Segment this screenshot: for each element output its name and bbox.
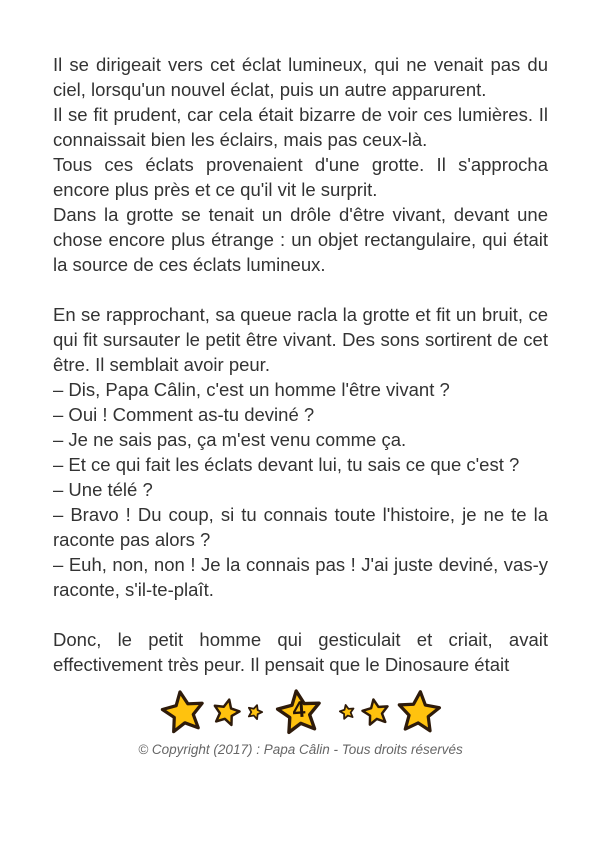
dialogue-line: – Je ne sais pas, ça m'est venu comme ça. bbox=[53, 429, 407, 450]
dialogue-line: – Et ce qui fait les éclats devant lui, tu sais ce que c'est ? bbox=[53, 454, 520, 475]
star-icon bbox=[209, 695, 243, 728]
story-paragraph: En se rapprochant, sa queue racla la grotte et fit un bruit, ce qui fit sursauter le petit être vivant. Des sons sortirent de cet être. Il semblait avoir peur. bbox=[53, 304, 548, 375]
story-text bbox=[53, 52, 548, 677]
star-icon bbox=[245, 701, 265, 720]
star-icon bbox=[394, 687, 443, 734]
story-paragraph: Il se dirigeait vers cet éclat lumineux, qui ne venait pas du ciel, lorsqu'un nouvel éclat, puis un autre apparurent. bbox=[53, 54, 548, 100]
dialogue-block bbox=[53, 377, 548, 602]
story-paragraph: Il se fit prudent, car cela était bizarre de voir ces lumières. Il connaissait bien les éclairs, mais pas ceux-là. bbox=[53, 104, 548, 150]
story-paragraph-group bbox=[53, 152, 548, 277]
dialogue-line: – Euh, non, non ! Je la connais pas ! J'ai juste deviné, vas-y raconte, s'il-te-plaît. bbox=[53, 554, 548, 600]
dialogue-line: – Une télé ? bbox=[53, 479, 153, 500]
story-paragraph: Dans la grotte se tenait un drôle d'être vivant, devant une chose encore plus étrange : un objet rectangulaire, qui était la source de ces éclats lumineux. bbox=[53, 204, 548, 275]
copyright-text: © Copyright (2017) : Papa Câlin - Tous droits réservés bbox=[138, 742, 463, 757]
star-icon bbox=[156, 686, 208, 737]
copyright-footer bbox=[53, 742, 548, 757]
dialogue-line: – Oui ! Comment as-tu deviné ? bbox=[53, 404, 315, 425]
dialogue-line: – Bravo ! Du coup, si tu connais toute l'histoire, je ne te la raconte pas alors ? bbox=[53, 504, 548, 550]
story-paragraph: Tous ces éclats provenaient d'une grotte. Il s'approcha encore plus près et ce qu'il vit le surprit. bbox=[53, 154, 548, 200]
star-icon bbox=[337, 702, 356, 720]
page-number: 4 bbox=[290, 695, 306, 723]
page-number-stars bbox=[53, 687, 548, 735]
dialogue-line: – Dis, Papa Câlin, c'est un homme l'être vivant ? bbox=[53, 379, 450, 400]
star-icon bbox=[358, 695, 391, 727]
story-paragraph: Donc, le petit homme qui gesticulait et criait, avait effectivement très peur. Il pensait que le Dinosaure était bbox=[53, 629, 548, 675]
page-number-star bbox=[272, 685, 326, 737]
